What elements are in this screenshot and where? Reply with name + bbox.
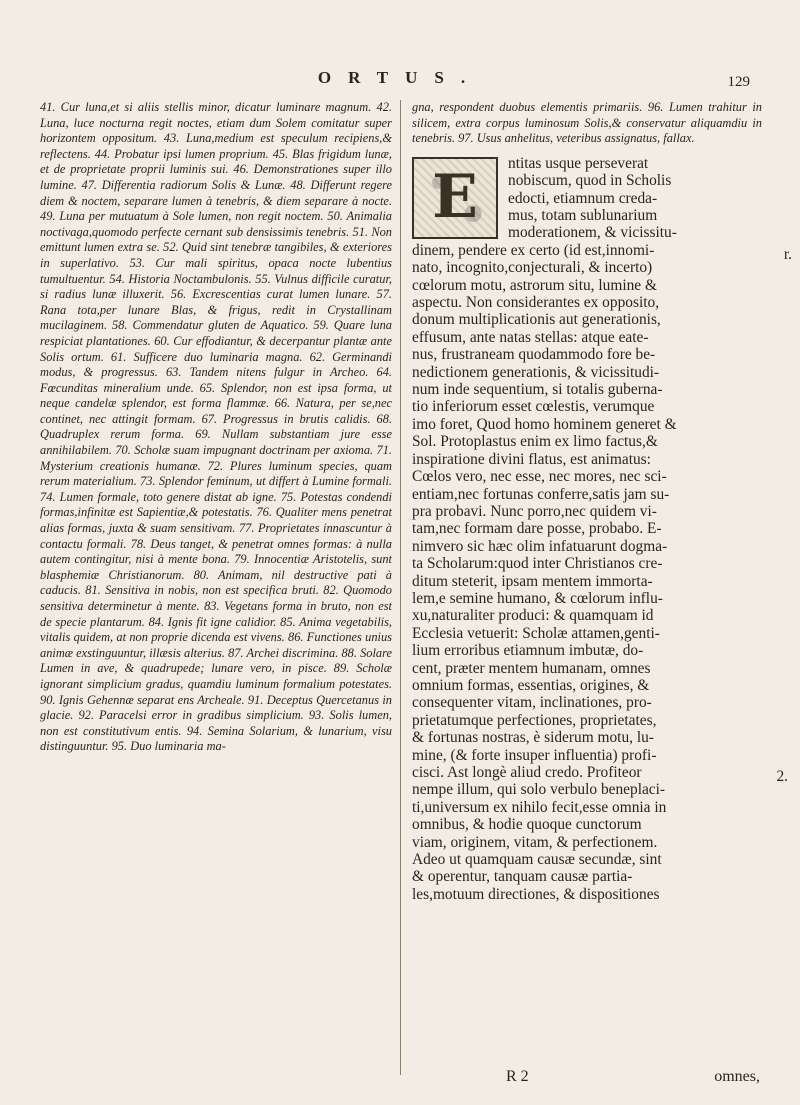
column-divider — [400, 100, 401, 1075]
text-line: moderationem, & vicissitu- — [508, 224, 677, 242]
text-line: & fortunas nostras, è siderum motu, lu- — [412, 729, 654, 747]
text-line: nus, frustraneam quodammodo fore be- — [412, 346, 656, 364]
summary-continuation: gna, respondent duobus elementis primariis. 96. Lumen trahitur in silicem, extra corpus luminosum Solis,& conservatur aliquamdiu in tenebris. 97. Usus anhelitus, veteribus assignatus, fallax. — [412, 100, 762, 146]
text-line: num inde sequentium, si totalis guberna- — [412, 381, 663, 399]
text-line: omnibus, & hodie quoque cunctorum — [412, 816, 642, 834]
text-line: viam, originem, vitam, & perfectionem. — [412, 833, 658, 851]
opening-paragraph — [412, 154, 788, 903]
signature-mark: R 2 — [506, 1068, 529, 1085]
text-line: Ecclesia vetuerit: Scholæ attamen,genti- — [412, 624, 660, 642]
text-line: omnium formas, essentias, origines, & — [412, 676, 650, 694]
text-line: cent, præter mentem humanam, omnes — [412, 659, 651, 677]
text-line: ntitas usque perseverat — [508, 154, 649, 172]
text-line: effusum, ante natas stellas: atque eate- — [412, 328, 649, 346]
body-lines — [412, 154, 788, 903]
text-line: dinem, pendere ex certo (id est,innomi- — [412, 241, 655, 259]
text-line: nedictionem generationis, & vicissitudi- — [412, 363, 660, 381]
margin-mark-1: r. — [783, 246, 792, 263]
page-number: 129 — [727, 74, 750, 90]
text-line: donum multiplicationis aut generationis, — [412, 311, 661, 329]
drop-cap-letter: E — [432, 162, 478, 233]
text-line: cœlorum motu, astrorum situ, lumine & — [412, 276, 657, 294]
text-line: xu,naturaliter produci: & quamquam id — [412, 607, 654, 625]
text-line: lium erroribus etiamnum imbutæ, do- — [412, 642, 644, 660]
text-line: ta Scholarum:quod inter Christianos cre- — [412, 555, 663, 573]
margin-mark-2: 2. — [776, 767, 788, 785]
catchword: omnes, — [714, 1068, 760, 1085]
text-line: mus, totam sublunarium — [508, 207, 658, 224]
text-line: consequenter vitam, inclinationes, pro- — [412, 694, 652, 712]
text-line: inspiratione divini flatus, est animatus: — [412, 450, 651, 468]
text-line: entiam,nec fortunas conferre,satis jam su- — [412, 485, 670, 503]
text-line: nimvero sic hæc olim infatuarunt dogma- — [412, 537, 668, 555]
text-line: & operentur, tanquam causæ partia- — [412, 868, 633, 886]
text-line: mine, (& forte insuper influentia) profi- — [412, 746, 657, 764]
summary-text: 41. Cur luna,et si aliis stellis minor, dicatur luminare magnum. 42. Luna, luce nocturna regit noctes, etiam dum Solem comitatur super horizontem oppositum. 43. Luna,medium est speculum recipiens,& reflectens. 44. Probatur ipsi lumen proprium. 45. Blas frigidum lunæ, et de proprietate proprii luminis sui. 46. Demonstrationes super illo lumine. 47. Differentia radiorum Solis & Lunæ. 48. Differunt regere diem & noctem, separare lumen à tenebris, & diem separare à nocte. 49. Luna per mutuatum à Sole lumen, non regit noctem. 50. Animalia noctivaga,quomodo perfecte cernant sub densissimis tenebris. 51. Non emittunt lumen extra se. 52. Quid sint tenebræ tangibiles, & exteriores in superlativo. 53. Cur mali spiritus, opaca nocte lubentius tumultuentur. 54. Historia Noctambulonis. 55. Vulnus difficile curatur, si radius lunæ illuxerit. 56. Excrescentias curat lumen lunare. 57. Rana tota,per lunare Blas, & frigus, redit in Crystallinam mucilaginem. 58. Commendatur gluten de Aquatico. 59. Quare luna respiciat plantationes. 60. Cur effodiantur, & decerpantur plantæ ante Solis ortum. 61. Sufficere duo luminaria magna. 62. Germinandi modus, & progressus. 63. Tandem nitens fulgur in Archeo. 64. Fœcunditas mineralium unde. 65. Splendor, non est ipsa forma, ut neque candelæ splendor, est forma flammæ. 66. Natura, per se,nec continet, nec attingit formam. 67. Progressus in brutis calidis. 68. Quadruplex rerum forma. 69. Nullam substantiam jure esse annihilabilem. 70. Scholæ suam impugnant doctrinam per axioma. 71. Mysterium creationis humanæ. 72. Plures luminum species, quam rerum materialium. 73. Splendor feminum, ut differt à Lumine formali. 74. Lumen formale, toto genere distat ab igne. 75. Potestas condendi formas,infinitæ est Sapientiæ,& potestatis. 76. Qualiter mens penetrat alias formas, juxta & suam sensitivam. 77. Proprietates innascuntur à contactu formali. 78. Deus tanget, & penetrat omnes formas: à nulla autem contingitur, nisi à mente bona. 79. Innocentiæ Aristotelis, sunt blasphemiæ Christianorum. 80. Animam, nil destructive pati à caducis. 81. Sensitiva in nobis, non est specifica bruti. 82. Quomodo sensitiva determinetur à mente. 83. Vegetans forma in bruto, non est de specie plantarum. 84. Ignis fit igne calidior. 85. Anima vegetabilis, vitalis quidem, at non proprie dicenda est vivens. 86. Functiones unius animæ exstinguuntur, illæsis alterius. 87. Archei discrimina. 88. Solare Lumen in ave, & quadrupede; lunare vero, in pisce. 89. Scholæ ignorant simplicium gradus, quamdiu luminum formalium potestates. 90. Ignis Gehennæ separat ens Archeale. 91. Deceptus Quercetanus in glacie. 92. Paracelsi error in gradibus simplicium. 93. Solis lumen, non est constitutivum entis. 94. Semina Solarium, & lunarium, visu distinguuntur. 95. Duo luminaria ma- — [40, 100, 392, 754]
page-header — [0, 68, 800, 98]
text-line: les,motuum directiones, & dispositiones — [412, 885, 660, 903]
running-title: ORTUS. — [317, 68, 483, 87]
text-line: ditum steterit, ipsam mentem immorta- — [412, 572, 653, 590]
text-line: edocti, etiamnum creda- — [508, 189, 658, 207]
text-line: Cœlos vero, nec esse, nec mores, nec sci- — [412, 468, 667, 486]
text-line: lem,e semine humano, & cœlorum influ- — [412, 589, 663, 607]
text-line: tio inferiorum esset cœlestis, verumque — [412, 398, 655, 416]
main-text-column — [412, 100, 792, 1090]
text-line: nobiscum, quod in Scholis — [508, 172, 672, 190]
text-line: Adeo ut quamquam causæ secundæ, sint — [412, 851, 662, 869]
text-line: nato, incognito,conjecturali, & incerto) — [412, 259, 653, 277]
text-line: cisci. Ast longè aliud credo. Profiteor — [412, 764, 642, 781]
text-line: nempe illum, qui solo verbulo beneplaci- — [412, 781, 666, 799]
text-line: prietatumque perfectiones, proprietates, — [412, 711, 657, 729]
summary-column — [40, 100, 392, 1090]
text-line: ti,universum ex nihilo fecit,esse omnia in — [412, 798, 667, 816]
text-line: Sol. Protoplastus enim ex limo factus,& — [412, 433, 658, 451]
text-line: pra probavi. Nunc porro,nec quidem vi- — [412, 502, 657, 520]
text-line: tam,nec formam dare posse, probabo. E- — [412, 520, 662, 538]
text-line: aspectu. Non considerantes ex opposito, — [412, 294, 660, 312]
text-line: imo foret, Quod homo hominem generet & — [412, 415, 677, 433]
